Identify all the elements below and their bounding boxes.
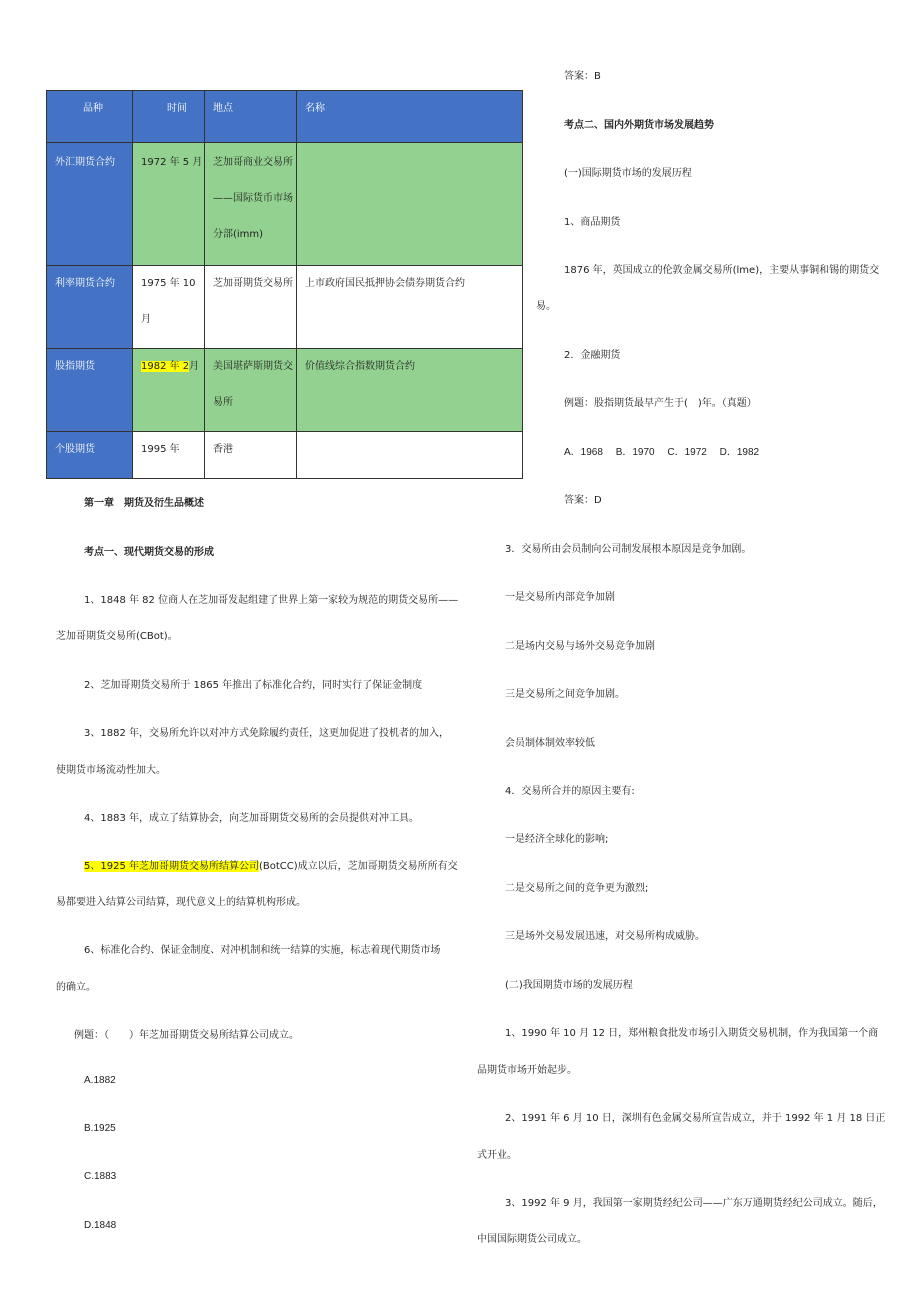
paragraph: 4．交易所合并的原因主要有: xyxy=(505,786,635,797)
highlighted-text: 5、1925 年芝加哥期货交易所结算公司 xyxy=(84,861,259,872)
table-cell: 价值线综合指数期货合约 xyxy=(297,349,523,432)
subsection-title: (一)国际期货市场的发展历程 xyxy=(564,168,692,179)
paragraph: 3．交易所由会员制向公司制发展根本原因是竞争加剧。 xyxy=(505,544,752,555)
table-header-cell: 名称 xyxy=(297,91,523,143)
table-row xyxy=(47,266,523,349)
option: D.1848 xyxy=(84,1220,117,1231)
table-cell-text: 月 xyxy=(189,361,200,372)
table-row xyxy=(47,349,523,432)
subsection-title: (二)我国期货市场的发展历程 xyxy=(505,980,633,991)
table-cell: 利率期货合约 xyxy=(47,266,133,349)
paragraph: 的确立。 xyxy=(56,982,96,993)
table-cell: 芝加哥商业交易所——国际货币市场分部(imm) xyxy=(205,143,297,266)
paragraph: 4、1883 年，成立了结算协会，向芝加哥期货交易所的会员提供对冲工具。 xyxy=(84,813,419,824)
example-question: 例题：股指期货最早产生于( )年。（真题） xyxy=(564,398,757,409)
section-title: 考点一、现代期货交易的形成 xyxy=(84,547,214,558)
paragraph: 2．金融期货 xyxy=(564,350,621,361)
option: A.1882 xyxy=(84,1075,116,1086)
paragraph: 式开业。 xyxy=(477,1150,517,1161)
answer: 答案：D xyxy=(564,495,602,506)
table-cell: 1972 年 5 月 xyxy=(133,143,205,266)
paragraph xyxy=(84,857,458,872)
table-cell: 外汇期货合约 xyxy=(47,143,133,266)
paragraph-text: (BotCC)成立以后，芝加哥期货交易所所有交 xyxy=(259,861,458,872)
table-cell: 个股期货 xyxy=(47,432,133,479)
paragraph: 1、商品期货 xyxy=(564,217,621,228)
list-item: 二是交易所之间的竞争更为激烈; xyxy=(505,883,649,894)
table-row xyxy=(47,432,523,479)
paragraph: 易。 xyxy=(536,301,556,312)
highlighted-text: 1982 年 2 xyxy=(141,361,190,372)
table-header-row xyxy=(47,91,523,143)
table-cell xyxy=(297,143,523,266)
paragraph: 中国国际期货公司成立。 xyxy=(477,1234,587,1245)
paragraph: 易都要进入结算公司结算，现代意义上的结算机构形成。 xyxy=(56,897,306,908)
list-item: 三是场外交易发展迅速，对交易所构成威胁。 xyxy=(505,931,705,942)
chapter-title: 第一章 期货及衍生品概述 xyxy=(84,498,204,509)
paragraph: 1876 年，英国成立的伦敦金属交易所(lme)，主要从事铜和锡的期货交 xyxy=(564,265,880,276)
table-header-cell: 品种 xyxy=(47,91,133,143)
table-cell: 芝加哥期货交易所 xyxy=(205,266,297,349)
paragraph: 1、1990 年 10 月 12 日，郑州粮食批发市场引入期货交易机制，作为我国第一个商 xyxy=(505,1028,879,1039)
paragraph: 3、1882 年，交易所允许以对冲方式免除履约责任，这更加促进了投机者的加入， xyxy=(84,728,449,739)
table-cell: 1975 年 10 月 xyxy=(133,266,205,349)
answer: 答案：B xyxy=(564,71,601,82)
option: C.1883 xyxy=(84,1171,117,1182)
table-header-cell: 地点 xyxy=(205,91,297,143)
table-cell: 香港 xyxy=(205,432,297,479)
list-item: 一是经济全球化的影响; xyxy=(505,834,609,845)
option: B.1925 xyxy=(84,1123,116,1134)
paragraph: 品期货市场开始起步。 xyxy=(477,1065,577,1076)
table-header-cell: 时间 xyxy=(133,91,205,143)
futures-history-table xyxy=(46,90,523,479)
paragraph: 6、标准化合约、保证金制度、对冲机制和统一结算的实施，标志着现代期货市场 xyxy=(84,945,441,956)
list-item: 会员制体制效率较低 xyxy=(505,738,595,749)
paragraph: 芝加哥期货交易所(CBot)。 xyxy=(56,631,178,642)
table-cell: 1995 年 xyxy=(133,432,205,479)
paragraph: 使期货市场流动性加大。 xyxy=(56,765,166,776)
table-cell: 上市政府国民抵押协会债券期货合约 xyxy=(297,266,523,349)
list-item: 一是交易所内部竞争加剧 xyxy=(505,592,615,603)
list-item: 二是场内交易与场外交易竞争加剧 xyxy=(505,641,655,652)
example-question: 例题：（ ）年芝加哥期货交易所结算公司成立。 xyxy=(74,1030,299,1041)
table-row xyxy=(47,143,523,266)
section-title: 考点二、国内外期货市场发展趋势 xyxy=(564,120,714,131)
table-cell: 美国堪萨斯期货交易所 xyxy=(205,349,297,432)
list-item: 三是交易所之间竞争加剧。 xyxy=(505,689,625,700)
table-cell xyxy=(133,349,205,432)
paragraph: 1、1848 年 82 位商人在芝加哥发起组建了世界上第一家较为规范的期货交易所—— xyxy=(84,595,459,606)
options: A．1968 B．1970 C．1972 D．1982 xyxy=(564,447,760,458)
paragraph: 3、1992 年 9 月，我国第一家期货经纪公司——广东万通期货经纪公司成立。随后， xyxy=(505,1198,883,1209)
table-cell xyxy=(297,432,523,479)
table-cell: 股指期货 xyxy=(47,349,133,432)
paragraph: 2、芝加哥期货交易所于 1865 年推出了标准化合约，同时实行了保证金制度 xyxy=(84,680,423,691)
paragraph: 2、1991 年 6 月 10 日，深圳有色金属交易所宣告成立，并于 1992 年 1 月 18 日正 xyxy=(505,1113,886,1124)
